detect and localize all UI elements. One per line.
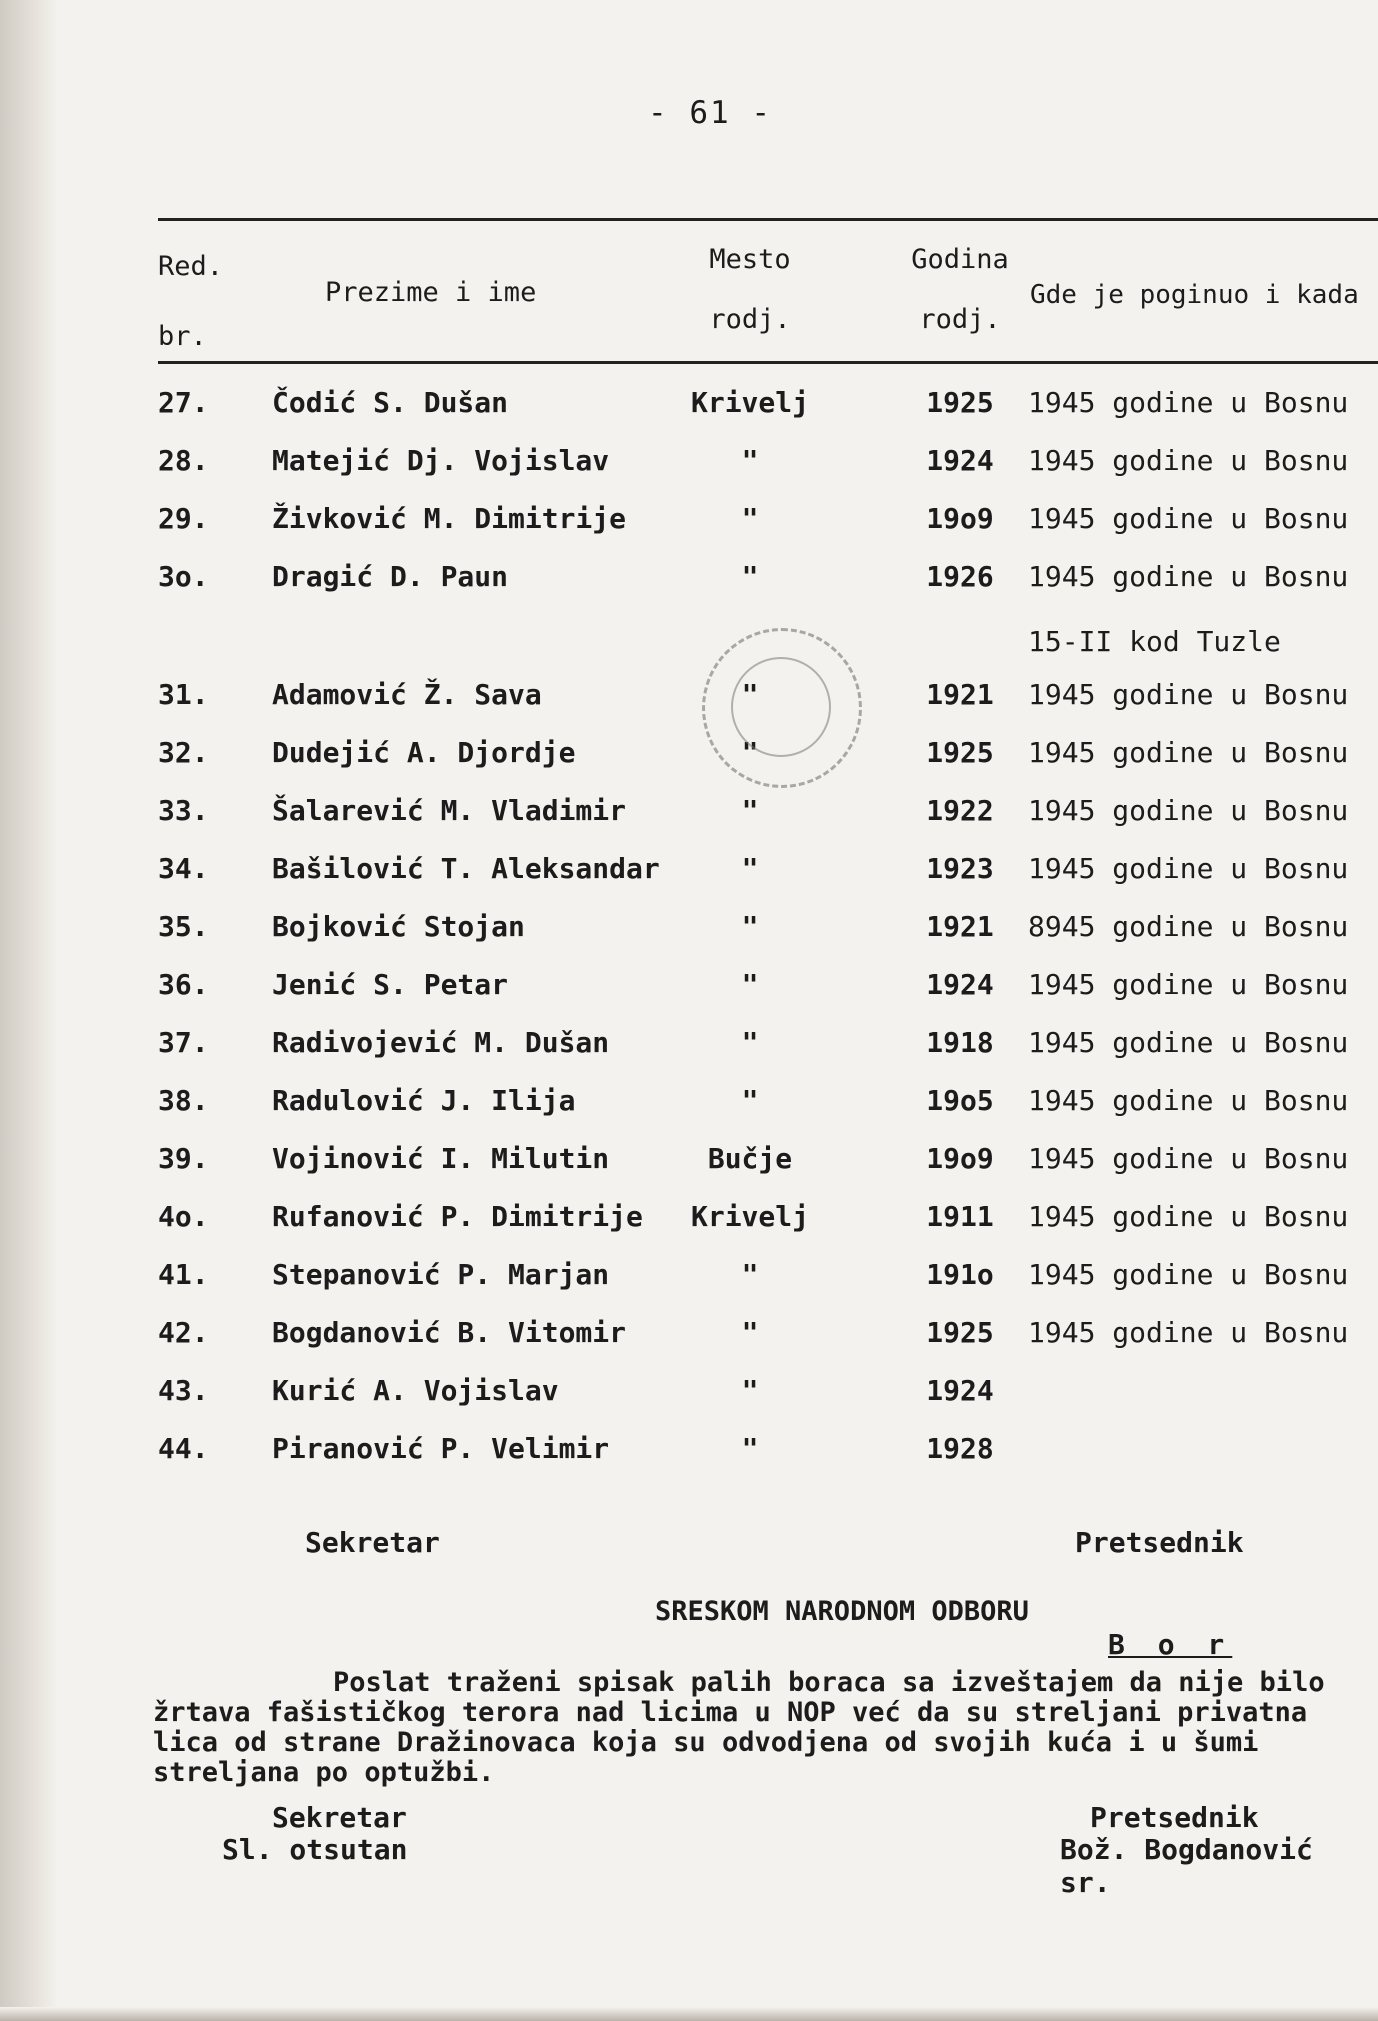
row-name: Živković M. Dimitrije [272, 502, 627, 535]
row-place: " [741, 1374, 759, 1407]
row-place: Krivelj [690, 386, 809, 419]
row-year: 19o9 [926, 1142, 994, 1175]
header-place-line1: Mesto [709, 244, 791, 275]
row-place: " [741, 678, 759, 711]
row-where: 1945 godine u Bosnu [1028, 852, 1349, 885]
row-year: 19o5 [926, 1084, 994, 1117]
row-where: 1945 godine u Bosnu [1028, 1316, 1349, 1349]
row-name: Čodić S. Dušan [272, 386, 509, 419]
president-label-top: Pretsednik [1075, 1526, 1244, 1559]
row-name: Bojković Stojan [272, 910, 525, 943]
row-name: Jenić S. Petar [272, 968, 509, 1001]
row-place: " [741, 502, 759, 535]
row-year: 1911 [926, 1200, 994, 1233]
row-year: 1923 [926, 852, 994, 885]
table-row [0, 502, 1378, 542]
table-row [0, 910, 1378, 950]
row-number: 43. [158, 1374, 209, 1407]
row-year: 1921 [926, 678, 994, 711]
row-number: 4o. [158, 1200, 209, 1233]
table-row [0, 1200, 1378, 1240]
secretary-label-bottom: Sekretar [272, 1801, 407, 1834]
row-number: 36. [158, 968, 209, 1001]
row-number: 3o. [158, 560, 209, 593]
table-row [0, 1142, 1378, 1182]
secretary-name-bottom: Sl. otsutan [222, 1833, 408, 1866]
row-name: Radivojević M. Dušan [272, 1026, 610, 1059]
table-row [0, 1026, 1378, 1066]
row-30-extra-note: 15-II kod Tuzle [1028, 625, 1281, 658]
secretary-label-top: Sekretar [305, 1526, 440, 1559]
header-place-line2: rodj. [709, 304, 791, 335]
row-place: " [741, 852, 759, 885]
header-year-line2: rodj. [919, 304, 1001, 335]
row-number: 35. [158, 910, 209, 943]
row-number: 44. [158, 1432, 209, 1465]
row-where: 1945 godine u Bosnu [1028, 1142, 1349, 1175]
row-name: Matejić Dj. Vojislav [272, 444, 610, 477]
row-where: 1945 godine u Bosnu [1028, 1200, 1349, 1233]
table-row [0, 1316, 1378, 1356]
row-year: 1924 [926, 968, 994, 1001]
row-number: 41. [158, 1258, 209, 1291]
table-row [0, 1432, 1378, 1472]
row-name: Vojinović I. Milutin [272, 1142, 610, 1175]
row-place: " [741, 444, 759, 477]
row-place: " [741, 968, 759, 1001]
page-number: - 61 - [648, 95, 772, 131]
header-name: Prezime i ime [325, 277, 537, 308]
table-row [0, 736, 1378, 776]
row-year: 1924 [926, 1374, 994, 1407]
row-number: 31. [158, 678, 209, 711]
row-name: Rufanović P. Dimitrije [272, 1200, 643, 1233]
row-name: Radulović J. Ilija [272, 1084, 576, 1117]
row-place: " [741, 736, 759, 769]
row-place: " [741, 1316, 759, 1349]
paragraph-line: žrtava fašističkog terora nad licima u NOP već da su streljani privatna [153, 1697, 1308, 1728]
header-year-line1: Godina [911, 244, 1009, 275]
row-number: 34. [158, 852, 209, 885]
table-top-rule [158, 218, 1378, 221]
table-row [0, 560, 1378, 600]
row-where: 1945 godine u Bosnu [1028, 1084, 1349, 1117]
paragraph-line: lica od strane Dražinovaca koja su odvodjena od svojih kuća i u šumi [153, 1727, 1259, 1758]
row-place: " [741, 1432, 759, 1465]
row-place: " [741, 1084, 759, 1117]
row-where: 8945 godine u Bosnu [1028, 910, 1349, 943]
row-number: 29. [158, 502, 209, 535]
row-where: 1945 godine u Bosnu [1028, 968, 1349, 1001]
row-year: 1918 [926, 1026, 994, 1059]
table-row [0, 1084, 1378, 1124]
row-where: 1945 godine u Bosnu [1028, 1258, 1349, 1291]
row-where: 1945 godine u Bosnu [1028, 444, 1349, 477]
table-row [0, 1258, 1378, 1298]
header-where: Gde je poginuo i kada [1030, 280, 1359, 310]
row-number: 27. [158, 386, 209, 419]
row-where: 1945 godine u Bosnu [1028, 386, 1349, 419]
row-year: 1921 [926, 910, 994, 943]
row-year: 1924 [926, 444, 994, 477]
president-label-bottom: Pretsednik [1090, 1801, 1259, 1834]
row-place: " [741, 910, 759, 943]
row-where: 1945 godine u Bosnu [1028, 736, 1349, 769]
table-row [0, 1374, 1378, 1414]
row-number: 37. [158, 1026, 209, 1059]
header-red-line1: Red. [158, 251, 224, 282]
row-year: 1926 [926, 560, 994, 593]
addressee: SRESKOM NARODNOM ODBORU [655, 1596, 1029, 1627]
row-number: 33. [158, 794, 209, 827]
row-year: 1928 [926, 1432, 994, 1465]
row-year: 19o9 [926, 502, 994, 535]
row-name: Dudejić A. Djordje [272, 736, 576, 769]
row-number: 32. [158, 736, 209, 769]
row-year: 191o [926, 1258, 994, 1291]
table-row [0, 852, 1378, 892]
row-number: 39. [158, 1142, 209, 1175]
row-name: Kurić A. Vojislav [272, 1374, 559, 1407]
row-number: 28. [158, 444, 209, 477]
table-row [0, 794, 1378, 834]
header-place [700, 245, 800, 365]
row-number: 42. [158, 1316, 209, 1349]
row-name: Bašilović T. Aleksandar [272, 852, 660, 885]
row-where: 1945 godine u Bosnu [1028, 560, 1349, 593]
table-row [0, 968, 1378, 1008]
row-where: 1945 godine u Bosnu [1028, 1026, 1349, 1059]
row-year: 1925 [926, 386, 994, 419]
row-year: 1925 [926, 736, 994, 769]
row-where: 1945 godine u Bosnu [1028, 678, 1349, 711]
row-year: 1922 [926, 794, 994, 827]
scan-edge-left [0, 0, 58, 2021]
row-place: " [741, 794, 759, 827]
table-row [0, 678, 1378, 718]
header-year [905, 245, 1015, 365]
row-place: " [741, 560, 759, 593]
row-name: Šalarević M. Vladimir [272, 794, 627, 827]
row-name: Adamović Ž. Sava [272, 678, 542, 711]
row-name: Dragić D. Paun [272, 560, 509, 593]
table-row [0, 444, 1378, 484]
addressee-city: B o r [1108, 1628, 1233, 1661]
row-place: Krivelj [690, 1200, 809, 1233]
row-where: 1945 godine u Bosnu [1028, 502, 1349, 535]
row-place: " [741, 1258, 759, 1291]
header-red-br [158, 252, 223, 392]
table-row [0, 386, 1378, 426]
row-name: Stepanović P. Marjan [272, 1258, 610, 1291]
row-place: " [741, 1026, 759, 1059]
table-header-rule [158, 361, 1378, 364]
paragraph-line: Poslat traženi spisak palih boraca sa izveštajem da nije bilo [333, 1667, 1325, 1698]
header-red-line2: br. [158, 321, 207, 352]
row-name: Piranović P. Velimir [272, 1432, 610, 1465]
official-stamp [702, 628, 862, 788]
cover-note-paragraph [153, 1668, 1373, 1788]
row-year: 1925 [926, 1316, 994, 1349]
row-place: Bučje [707, 1142, 793, 1175]
row-number: 38. [158, 1084, 209, 1117]
scan-edge-bottom [0, 2007, 1378, 2021]
row-where: 1945 godine u Bosnu [1028, 794, 1349, 827]
paragraph-line: streljana po optužbi. [153, 1757, 495, 1788]
row-name: Bogdanović B. Vitomir [272, 1316, 627, 1349]
president-name-bottom: Bož. Bogdanović sr. [1060, 1833, 1313, 1899]
